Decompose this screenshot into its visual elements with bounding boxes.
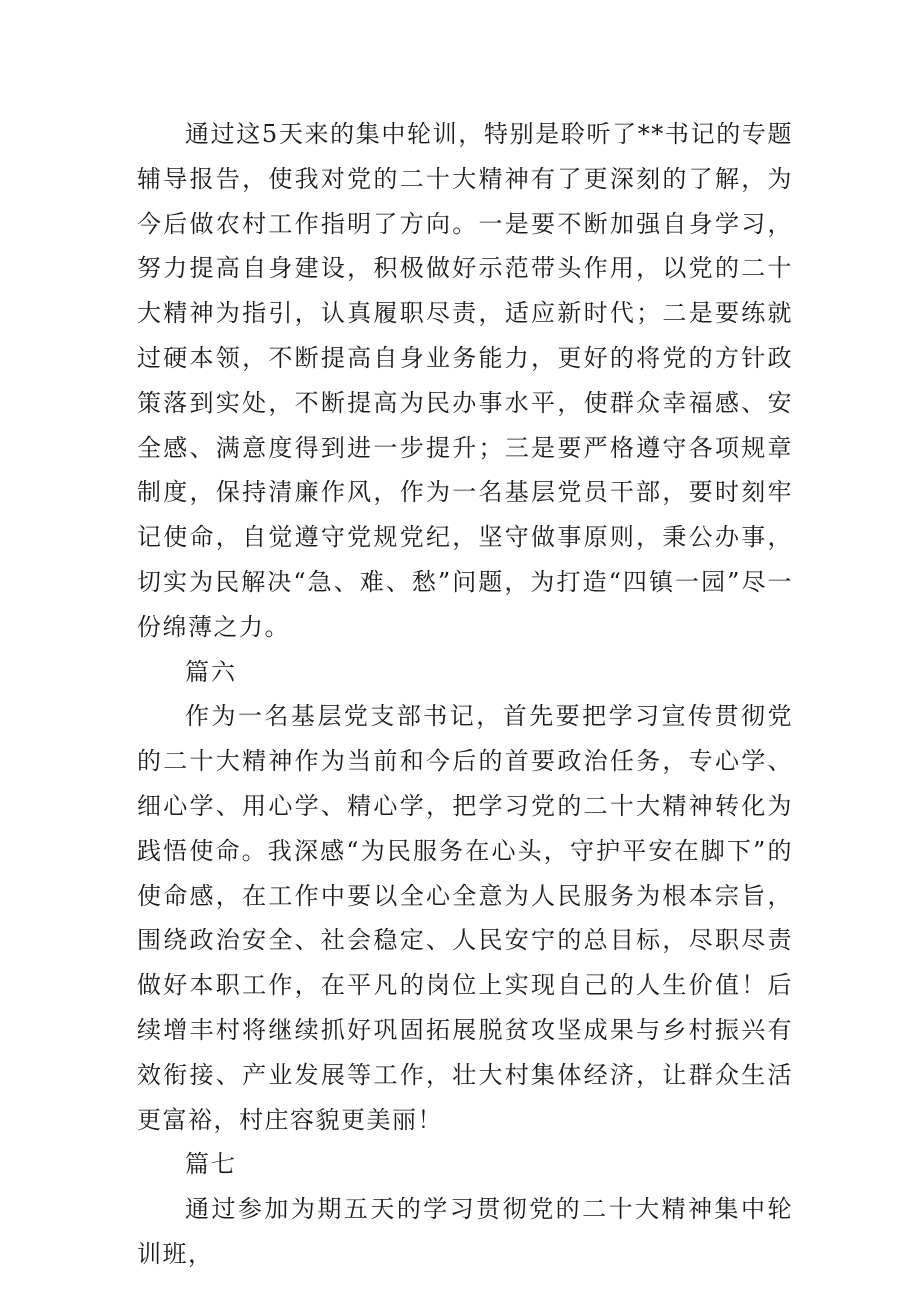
section-heading-part-seven: 篇七 [185, 1150, 237, 1179]
document-body [137, 112, 793, 1277]
paragraph-part-seven: 通过参加为期五天的学习贯彻党的二十大精神集中轮训班， [137, 1195, 793, 1268]
paragraph-training-reflection: 通过这5天来的集中轮训，特别是聆听了**书记的专题辅导报告，使我对党的二十大精神有了更深刻的了解，为今后做农村工作指明了方向。一是要不断加强自身学习，努力提高自身建设，积极做好示范带头作用，以党的二十大精神为指引，认真履职尽责，适应新时代；二是要练就过硬本领，不断提高自身业务能力，更好的将党的方针政策落到实处，不断提高为民办事水平，使群众幸福感、安全感、满意度得到进一步提升；三是要严格遵守各项规章制度，保持清廉作风，作为一名基层党员干部，要时刻牢记使命，自觉遵守党规党纪，坚守做事原则，秉公办事，切实为民解决“急、难、愁”问题，为打造“四镇一园”尽一份绵薄之力。 [137, 120, 793, 641]
section-heading-part-six: 篇六 [185, 657, 237, 686]
paragraph-part-six: 作为一名基层党支部书记，首先要把学习宣传贯彻党的二十大精神作为当前和今后的首要政治任务，专心学、细心学、用心学、精心学，把学习党的二十大精神转化为践悟使命。我深感“为民服务在心头，守护平安在脚下”的使命感，在工作中要以全心全意为人民服务为根本宗旨，围绕政治安全、社会稳定、人民安宁的总目标，尽职尽责做好本职工作，在平凡的岗位上实现自己的人生价值！后续增丰村将继续抓好巩固拓展脱贫攻坚成果与乡村振兴有效衔接、产业发展等工作，壮大村集体经济，让群众生活更富裕，村庄容貌更美丽！ [137, 702, 793, 1134]
